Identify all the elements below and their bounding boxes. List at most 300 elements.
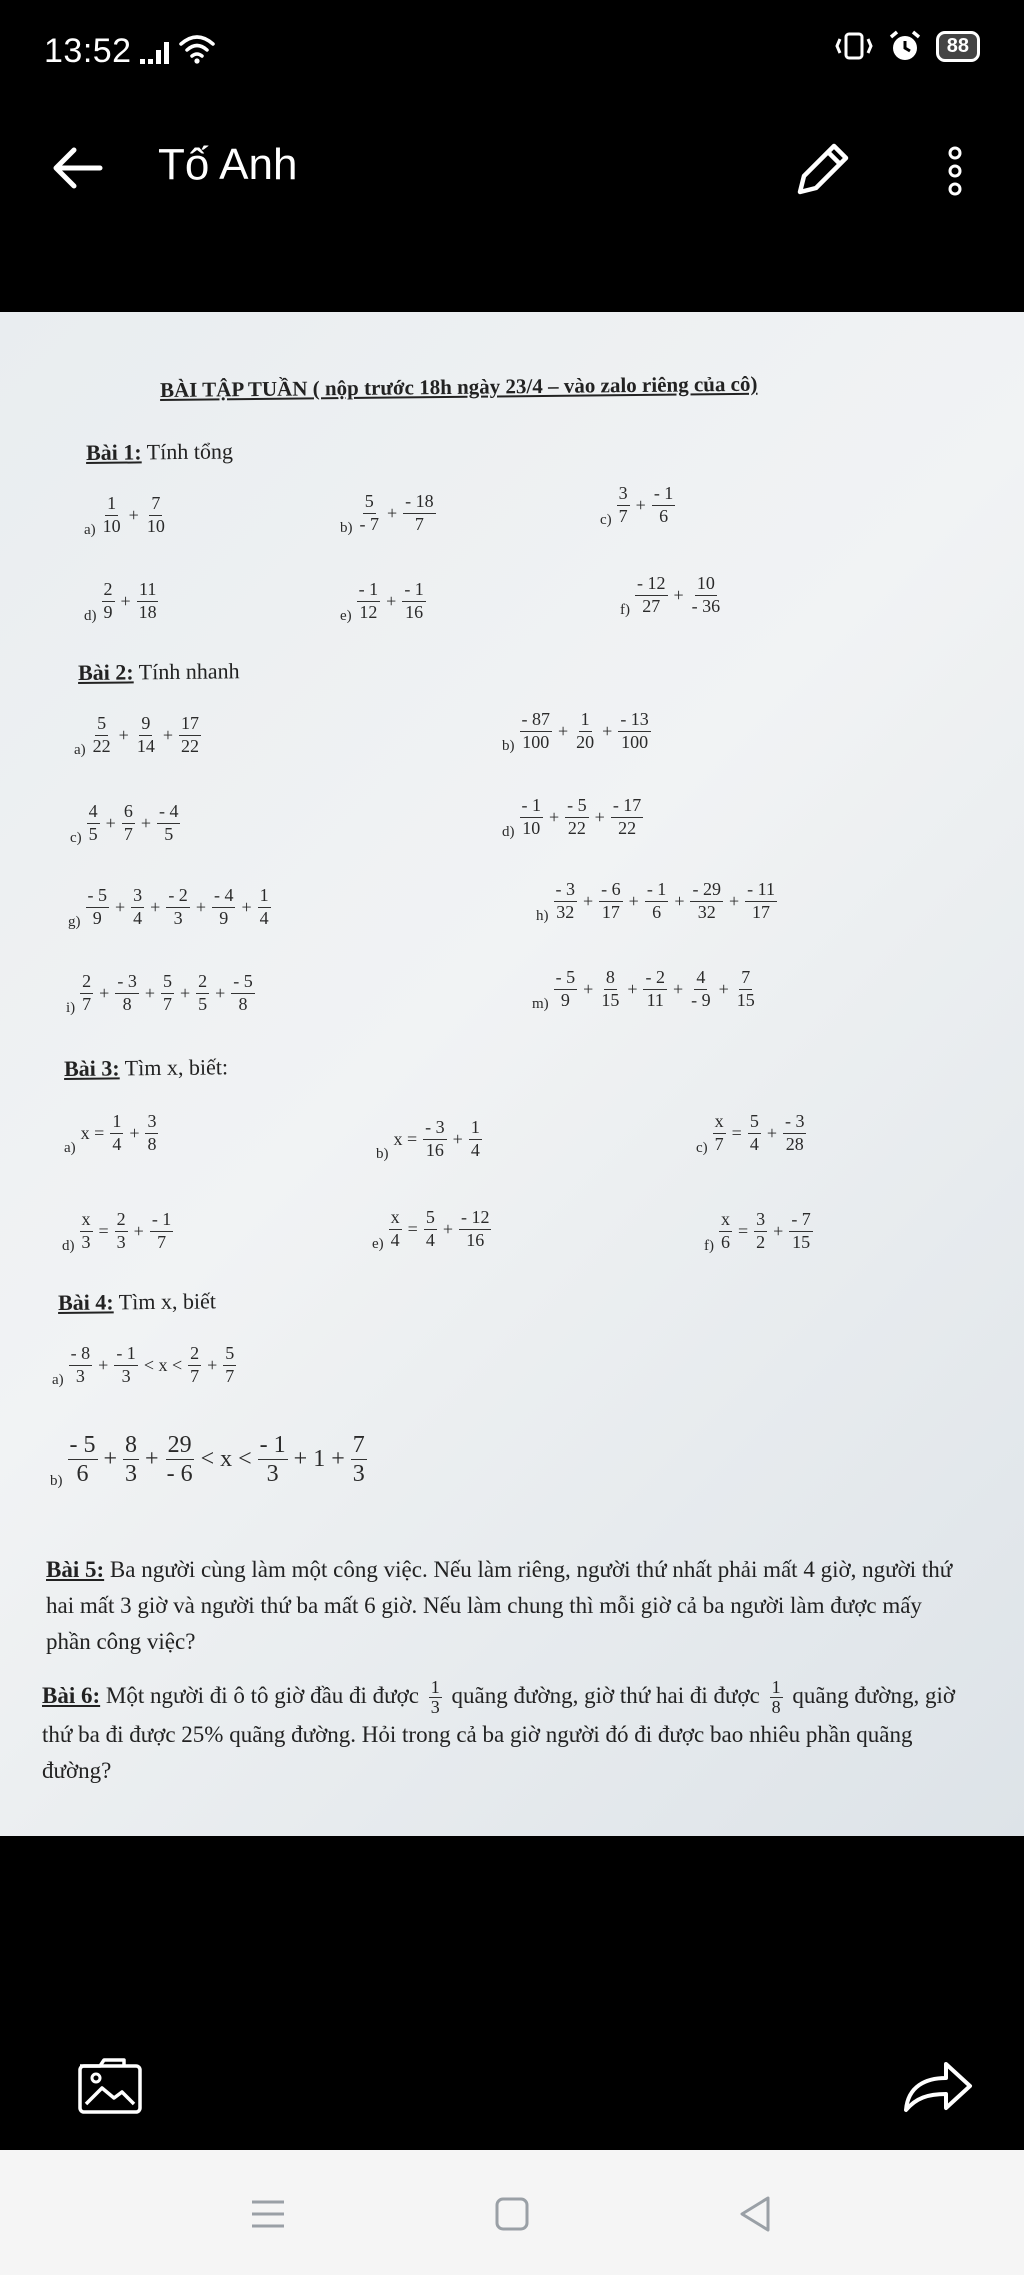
denominator: 8: [147, 1133, 157, 1154]
alarm-icon: [888, 30, 922, 62]
numerator: 1: [469, 1118, 482, 1140]
denominator: 32: [556, 901, 575, 922]
denominator: 22: [618, 817, 637, 838]
item-label: d): [62, 1237, 75, 1254]
numerator: x: [719, 1210, 732, 1232]
expression-b2h: [536, 880, 780, 923]
denominator: 4: [425, 1229, 435, 1250]
numerator: 5: [748, 1112, 761, 1134]
operator: +: [120, 590, 131, 611]
denominator: 4: [390, 1229, 400, 1250]
item-label: b): [50, 1472, 63, 1489]
fraction: [690, 574, 723, 617]
fraction: [424, 1208, 437, 1251]
fraction: [351, 1432, 367, 1488]
fraction: [690, 880, 723, 923]
fraction: [789, 1210, 813, 1253]
denominator: 15: [736, 989, 755, 1010]
denominator: 20: [576, 731, 595, 752]
fraction: [212, 886, 236, 929]
fraction: [145, 1112, 158, 1155]
denominator: 8: [122, 993, 132, 1014]
operator: < x <: [143, 1354, 183, 1375]
expression-b3d: [62, 1210, 176, 1253]
numerator: 8: [604, 968, 617, 990]
fraction: [423, 1118, 447, 1161]
operator: +: [766, 1122, 777, 1143]
fraction: [87, 802, 100, 845]
denominator: 4: [133, 907, 143, 928]
fraction: [258, 886, 271, 929]
denominator: - 9: [691, 989, 711, 1010]
fraction: [188, 1344, 201, 1387]
numerator: - 1: [402, 580, 426, 602]
numerator: 5: [161, 972, 174, 994]
item-label: b): [376, 1145, 389, 1162]
expression-b2d: [502, 796, 646, 839]
fraction: [196, 972, 209, 1015]
denominator: 16: [425, 1139, 444, 1160]
denominator: 3: [266, 1461, 279, 1488]
denominator: 3: [173, 907, 183, 928]
numerator: - 4: [157, 802, 181, 824]
item-label: g): [68, 913, 81, 930]
numerator: - 2: [166, 886, 190, 908]
denominator: 14: [136, 735, 155, 756]
operator: +: [99, 982, 110, 1003]
operator: +: [549, 806, 560, 827]
numerator: 1: [258, 886, 271, 908]
numerator: - 87: [520, 710, 553, 732]
denominator: 11: [646, 989, 664, 1010]
denominator: 4: [470, 1139, 480, 1160]
fraction: [179, 714, 201, 757]
expression-b4b: [50, 1432, 370, 1488]
expression-b3b: [376, 1118, 485, 1161]
denominator: 7: [618, 505, 628, 526]
fraction: [402, 580, 426, 623]
numerator: - 5: [554, 968, 578, 990]
expression-b1d: [84, 580, 162, 623]
numerator: 2: [115, 1210, 128, 1232]
edit-pencil-icon[interactable]: [786, 134, 856, 204]
item-label: d): [84, 607, 97, 624]
fraction: [554, 968, 578, 1011]
back-arrow-icon[interactable]: [48, 138, 108, 198]
contact-title: Tố Anh: [158, 140, 298, 189]
numerator: 9: [139, 714, 152, 736]
numerator: - 5: [86, 886, 110, 908]
numerator: 4: [694, 968, 707, 990]
numerator: 5: [95, 714, 108, 736]
operator: +: [145, 1446, 159, 1473]
denominator: 9: [560, 989, 570, 1010]
operator: +: [162, 724, 173, 745]
operator: +: [452, 1128, 463, 1149]
numerator: - 1: [520, 796, 544, 818]
denominator: 100: [522, 731, 550, 752]
expression-b2i: [66, 972, 258, 1015]
operator: +: [129, 1122, 140, 1143]
numerator: - 17: [611, 796, 644, 818]
operator: +: [144, 982, 155, 1003]
item-label: b): [502, 737, 515, 754]
numerator: - 7: [789, 1210, 813, 1232]
denominator: 3: [75, 1365, 85, 1386]
denominator: 22: [92, 735, 111, 756]
denominator: 6: [652, 901, 662, 922]
numerator: - 6: [599, 880, 623, 902]
fraction: [86, 886, 110, 929]
denominator: 10: [102, 515, 121, 536]
denominator: 15: [601, 989, 620, 1010]
item-label: d): [502, 823, 515, 840]
fraction: [358, 492, 382, 535]
expression-b3f: [704, 1210, 816, 1253]
numerator: - 3: [554, 880, 578, 902]
fraction: [91, 714, 113, 757]
numerator: - 1: [357, 580, 381, 602]
menu-icon[interactable]: [240, 2186, 296, 2242]
denominator: 7: [123, 823, 133, 844]
denominator: 100: [621, 731, 649, 752]
operator: +: [98, 1354, 109, 1375]
numerator: 2: [80, 972, 93, 994]
status-time: 13:52: [44, 32, 132, 70]
operator: +: [103, 1446, 118, 1473]
expression-b4a: [52, 1344, 239, 1387]
operator: +: [386, 590, 397, 611]
denominator: 6: [76, 1461, 89, 1488]
operator: +: [215, 982, 226, 1003]
item-label: i): [66, 999, 76, 1016]
numerator: 2: [102, 580, 115, 602]
item-label: a): [84, 521, 96, 538]
problem-bai-5: Bài 5: Ba người cùng làm một công việc. Nếu làm riêng, người thứ nhất phải mất 4 giờ, người thứ hai mất 3 giờ và người thứ ba mất 6 giờ. Nếu làm chung thì mỗi giờ cả ba người làm được mấy phần công việc?: [46, 1557, 953, 1654]
operator: =: [731, 1122, 742, 1143]
fraction: [643, 968, 667, 1011]
operator: +: [718, 978, 729, 999]
numerator: 2: [188, 1344, 201, 1366]
denominator: 7: [190, 1365, 200, 1386]
denominator: - 6: [166, 1461, 193, 1488]
more-vertical-icon[interactable]: [930, 136, 980, 206]
fraction: [131, 886, 144, 929]
expression-b2c: [70, 802, 183, 845]
denominator: 7: [225, 1365, 235, 1386]
numerator: 1: [110, 1112, 123, 1134]
home-icon[interactable]: [484, 2186, 540, 2242]
denominator: 6: [659, 505, 669, 526]
denominator: 7: [162, 993, 172, 1014]
fraction: [231, 972, 255, 1015]
fraction: [618, 710, 651, 753]
expression-b2a: [74, 714, 204, 757]
numerator: 4: [87, 802, 100, 824]
denominator: 22: [180, 735, 199, 756]
expression-b2g: [68, 886, 274, 929]
operator: +: [140, 812, 151, 833]
numerator: x: [80, 1210, 93, 1232]
vibrate-icon: [834, 31, 874, 61]
denominator: 5: [88, 823, 98, 844]
item-label: c): [600, 511, 612, 528]
fraction: [459, 1208, 492, 1251]
denominator: 7: [157, 1231, 167, 1252]
item-label: a): [64, 1139, 76, 1156]
numerator: 3: [754, 1210, 767, 1232]
fraction: [157, 802, 181, 845]
document-title: BÀI TẬP TUẦN ( nộp trước 18h ngày 23/4 – vào zalo riêng của cô): [159, 371, 758, 402]
fraction: [599, 880, 623, 923]
denominator: 3: [125, 1461, 138, 1488]
denominator: - 7: [359, 513, 379, 534]
operator: +: [442, 1218, 453, 1239]
item-label: a): [74, 741, 86, 758]
operator: +: [728, 890, 740, 911]
numerator: 5: [424, 1208, 437, 1230]
fraction: [135, 714, 157, 757]
denominator: 7: [82, 993, 92, 1014]
denominator: 7: [714, 1133, 724, 1154]
denominator: 7: [414, 513, 424, 534]
fraction: [115, 1210, 128, 1253]
denominator: 6: [721, 1231, 730, 1252]
problem-bai-6: Bài 6: Một người đi ô tô giờ đầu đi được $\frac{1}{3}$ quãng đường, giờ thứ hai đi được $\frac{1}{8}$ quãng đường, giờ thứ ba đi được 25% quãng đường. Hỏi trong cả ba giờ người đó đi được bao nhiêu phần quãng đường?: [42, 1677, 955, 1784]
item-label: c): [696, 1139, 708, 1156]
denominator: 16: [405, 601, 424, 622]
fraction: [161, 972, 174, 1015]
expression-b3c: [696, 1112, 809, 1155]
operator: + 1 +: [293, 1446, 345, 1473]
expression-b3e: [372, 1208, 494, 1251]
gallery-icon[interactable]: [74, 2050, 146, 2122]
numerator: - 8: [69, 1344, 93, 1366]
numerator: 7: [351, 1432, 367, 1460]
fraction: [145, 494, 167, 537]
numerator: - 1: [645, 880, 669, 902]
fraction: [645, 880, 669, 923]
fraction: [689, 968, 713, 1011]
denominator: 5: [164, 823, 174, 844]
fraction: [110, 1112, 123, 1155]
operator: +: [674, 890, 685, 911]
numerator: - 18: [403, 492, 436, 514]
fraction: [115, 972, 139, 1015]
expression-b3a: [64, 1112, 161, 1155]
operator: +: [115, 896, 126, 917]
denominator: 3: [352, 1461, 365, 1488]
denominator: 5: [198, 993, 208, 1014]
operator: +: [602, 720, 613, 741]
denominator: 3: [116, 1231, 126, 1252]
item-label: a): [52, 1371, 64, 1388]
fraction: [783, 1112, 807, 1155]
operator: +: [558, 720, 569, 741]
operator: +: [207, 1354, 218, 1375]
equation-prefix: x =: [393, 1128, 418, 1149]
operator: +: [773, 1220, 784, 1241]
fraction: [554, 880, 578, 923]
section-bai-1: Bài 1: Tính tổng: [85, 438, 234, 465]
fraction: [611, 796, 644, 839]
fraction: [114, 1344, 138, 1387]
denominator: 17: [601, 901, 620, 922]
fraction: $\frac{1}{3}$: [430, 1677, 440, 1718]
fraction: [166, 886, 190, 929]
battery-indicator: 88: [936, 31, 980, 62]
operator: < x <: [200, 1446, 252, 1473]
operator: +: [583, 978, 594, 999]
numerator: 6: [122, 802, 135, 824]
status-bar: [0, 0, 1024, 100]
denominator: 10: [146, 515, 165, 536]
expression-b1c: [600, 484, 678, 527]
fraction: [713, 1112, 726, 1155]
denominator: 12: [359, 601, 378, 622]
numerator: - 3: [423, 1118, 447, 1140]
system-navigation-bar: [0, 2150, 1024, 2275]
numerator: - 11: [745, 880, 777, 902]
fraction: [652, 484, 676, 527]
fraction: [617, 484, 630, 527]
item-label: m): [532, 995, 549, 1012]
numerator: - 2: [643, 968, 667, 990]
fraction: [102, 580, 115, 623]
fraction: [137, 580, 159, 623]
share-forward-icon[interactable]: [898, 2050, 978, 2122]
bottom-toolbar: [0, 2020, 1024, 2170]
operator: +: [387, 502, 398, 523]
item-label: c): [70, 829, 82, 846]
operator: +: [179, 982, 191, 1003]
section-bai-4: Bài 4: Tìm x, biết: [57, 1288, 217, 1315]
operator: +: [583, 890, 594, 911]
numerator: 7: [149, 494, 162, 516]
numerator: - 5: [565, 796, 589, 818]
section-bai-2: Bài 2: Tính nhanh: [77, 658, 240, 685]
numerator: - 4: [212, 886, 236, 908]
numerator: x: [389, 1208, 402, 1230]
app-bar: [0, 110, 1024, 220]
signal-icon: [140, 36, 169, 64]
back-triangle-icon[interactable]: [728, 2186, 784, 2242]
fraction: [754, 1210, 767, 1253]
fraction: [223, 1344, 236, 1387]
fraction: [469, 1118, 482, 1161]
numerator: - 13: [618, 710, 651, 732]
denominator: - 36: [691, 595, 721, 616]
expression-b1f: [620, 574, 725, 617]
denominator: 28: [785, 1133, 804, 1154]
operator: +: [672, 978, 684, 999]
numerator: 3: [131, 886, 144, 908]
item-label: f): [704, 1237, 714, 1254]
numerator: 8: [123, 1432, 139, 1460]
section-bai-3: Bài 3: Tìm x, biết:: [63, 1054, 229, 1081]
fraction: [719, 1210, 732, 1253]
expression-b1a: [84, 494, 170, 537]
denominator: 3: [121, 1365, 131, 1386]
operator: +: [118, 724, 129, 745]
denominator: 4: [112, 1133, 122, 1154]
numerator: 10: [695, 574, 717, 596]
expression-b1e: [340, 580, 429, 623]
numerator: x: [713, 1112, 726, 1134]
denominator: 17: [752, 901, 771, 922]
denominator: 9: [103, 601, 113, 622]
numerator: 7: [739, 968, 752, 990]
denominator: 2: [756, 1231, 766, 1252]
numerator: - 3: [783, 1112, 807, 1134]
numerator: 1: [579, 710, 592, 732]
item-label: h): [536, 907, 549, 924]
denominator: 9: [219, 907, 229, 928]
denominator: 27: [642, 595, 661, 616]
operator: +: [195, 896, 206, 917]
operator: +: [105, 812, 116, 833]
numerator: 5: [223, 1344, 236, 1366]
fraction: [101, 494, 123, 537]
denominator: 16: [466, 1229, 485, 1250]
wifi-icon: [179, 34, 215, 64]
numerator: - 12: [635, 574, 668, 596]
fraction: [599, 968, 621, 1011]
numerator: 3: [145, 1112, 158, 1134]
fraction: [150, 1210, 174, 1253]
numerator: 1: [105, 494, 118, 516]
denominator: 3: [81, 1231, 91, 1252]
equation-prefix: x =: [80, 1122, 105, 1143]
numerator: 3: [617, 484, 630, 506]
item-label: f): [620, 601, 630, 618]
fraction: [565, 796, 589, 839]
denominator: 4: [749, 1133, 759, 1154]
operator: +: [150, 896, 161, 917]
denominator: 18: [138, 601, 157, 622]
fraction: [80, 1210, 93, 1253]
document-photo[interactable]: [0, 312, 1024, 1836]
numerator: 5: [363, 492, 376, 514]
fraction: [357, 580, 381, 623]
fraction: [122, 802, 135, 845]
numerator: 17: [179, 714, 201, 736]
denominator: 8: [238, 993, 248, 1014]
denominator: 4: [259, 907, 269, 928]
numerator: - 1: [258, 1432, 288, 1460]
operator: +: [635, 494, 646, 515]
numerator: - 1: [150, 1210, 174, 1232]
fraction: [574, 710, 596, 753]
fraction: [520, 796, 544, 839]
item-label: e): [340, 607, 352, 624]
fraction: [69, 1344, 93, 1387]
operator: =: [98, 1220, 109, 1241]
denominator: 10: [522, 817, 541, 838]
numerator: - 1: [114, 1344, 138, 1366]
numerator: - 1: [652, 484, 676, 506]
numerator: - 5: [231, 972, 255, 994]
fraction: [123, 1432, 139, 1488]
fraction: [165, 1432, 195, 1488]
fraction: $\frac{1}{8}$: [771, 1677, 781, 1718]
operator: +: [627, 978, 638, 999]
numerator: - 5: [68, 1432, 98, 1460]
fraction: [735, 968, 757, 1011]
fraction: [748, 1112, 761, 1155]
numerator: 2: [196, 972, 209, 994]
fraction: [68, 1432, 98, 1488]
